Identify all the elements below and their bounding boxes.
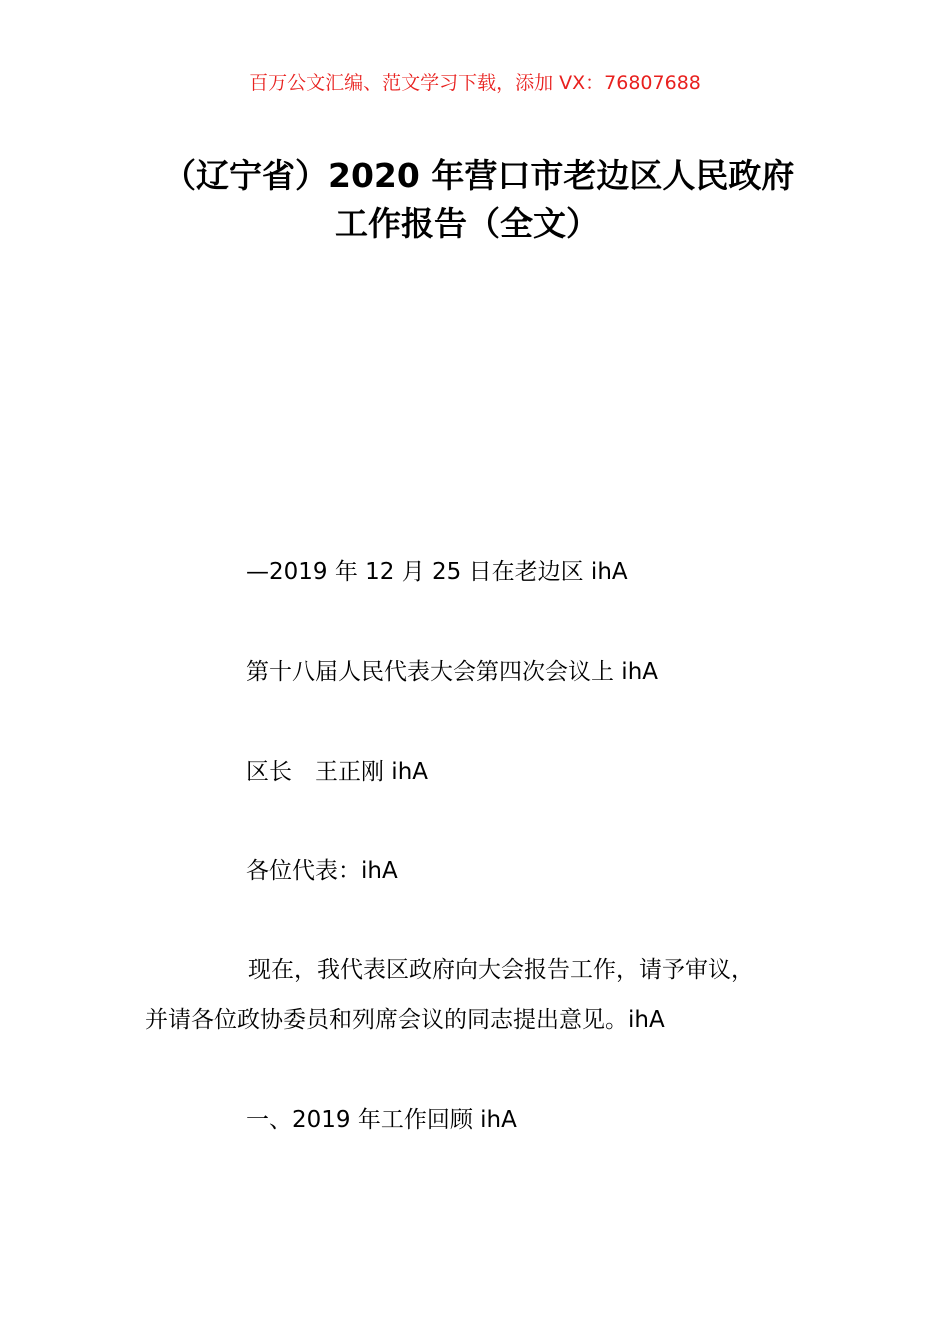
salutation: 各位代表：ihA xyxy=(246,858,398,884)
subtitle-meeting: 第十八届人民代表大会第四次会议上 ihA xyxy=(246,659,659,685)
document-title-line-2: 工作报告（全文） xyxy=(335,204,599,243)
subtitle-speaker: 区长 王正刚 ihA xyxy=(246,759,429,785)
section-heading: 一、2019 年工作回顾 ihA xyxy=(246,1107,517,1133)
paragraph-intro-line-1: 现在，我代表区政府向大会报告工作，请予审议， xyxy=(248,957,754,983)
subtitle-date: —2019 年 12 月 25 日在老边区 ihA xyxy=(246,559,628,585)
header-watermark: 百万公文汇编、范文学习下载，添加 VX：76807688 xyxy=(249,72,701,94)
paragraph-intro-line-2: 并请各位政协委员和列席会议的同志提出意见。ihA xyxy=(145,1007,665,1033)
document-title-line-1: （辽宁省）2020 年营口市老边区人民政府 xyxy=(163,156,795,195)
